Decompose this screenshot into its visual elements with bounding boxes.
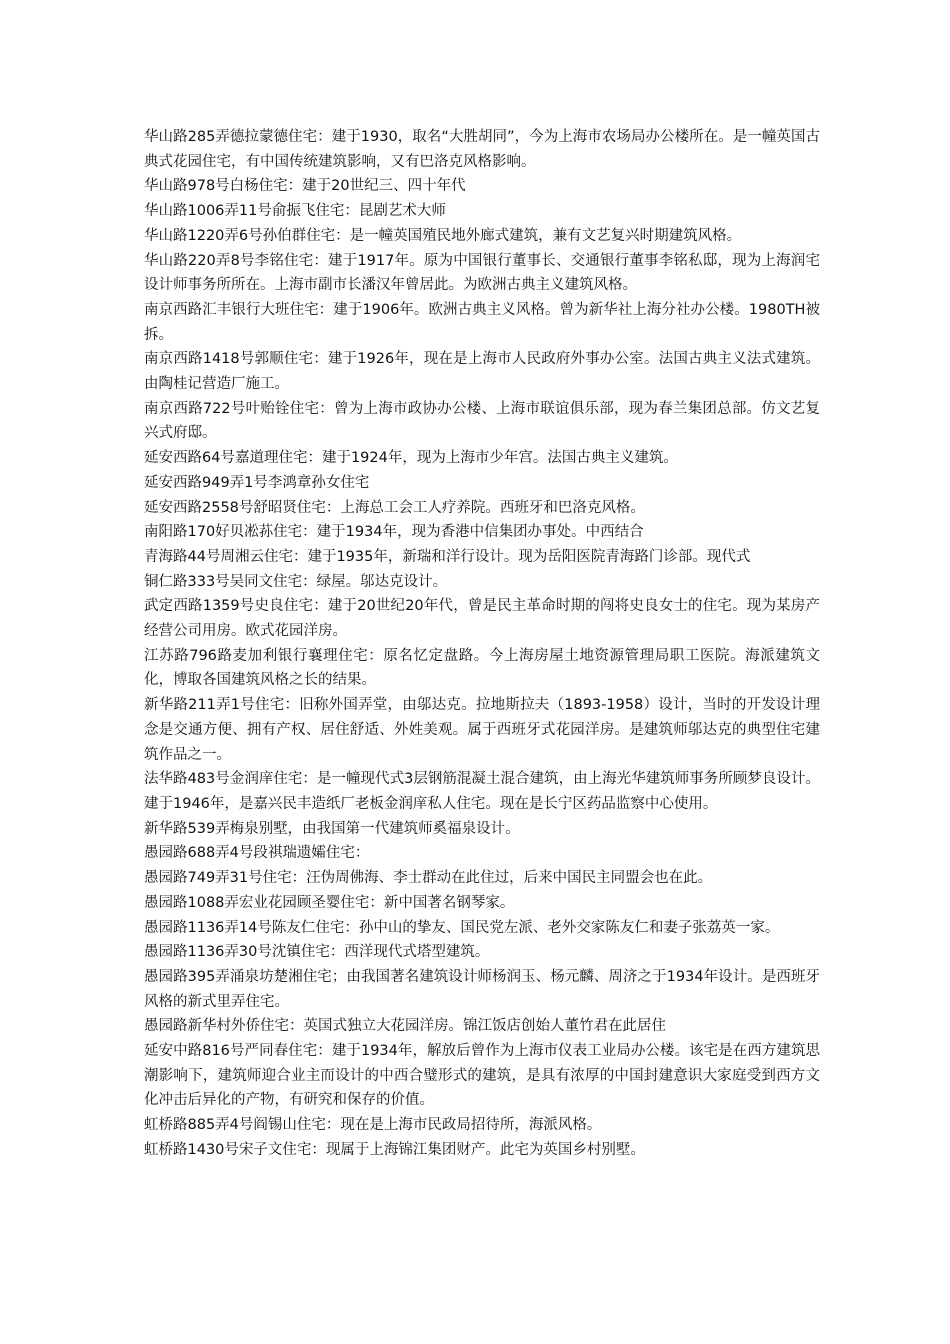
document-page [144, 125, 820, 1163]
paragraph-huashan-285: 华山路285弄德拉蒙德住宅：建于1930，取名“大胜胡同”，今为上海市农场局办公楼所在。是一幢英国古典式花园住宅，有中国传统建筑影响，又有巴洛克风格影响。 [144, 129, 820, 170]
paragraph-yuyuan-749: 愚园路749弄31号住宅：汪伪周佛海、李士群动在此住过，后来中国民主同盟会也在此。 [144, 870, 713, 887]
paragraph-fahua-483: 法华路483号金润庠住宅：是一幢现代式3层钢筋混凝土混合建筑，由上海光华建筑师事务所顾梦良设计。建于1946年，是嘉兴民丰造纸厂老板金润庠私人住宅。现在是长宁区药品监察中心使用。 [144, 771, 820, 812]
paragraph-jiangsu-796: 江苏路796路麦加利银行襄理住宅：原名忆定盘路。今上海房屋土地资源管理局职工医院。海派建筑文化，博取各国建筑风格之长的结果。 [144, 647, 820, 689]
paragraph-yuyuan-1136-30: 愚园路1136弄30号沈镇住宅：西洋现代式塔型建筑。 [144, 944, 490, 961]
paragraph-yuyuan-1088: 愚园路1088弄宏业花园顾圣婴住宅：新中国著名钢琴家。 [144, 894, 515, 911]
paragraph-yuyuan-xinhua-village: 愚园路新华村外侨住宅：英国式独立大花园洋房。锦江饭店创始人董竹君在此居住 [144, 1018, 666, 1035]
paragraph-huashan-1220: 华山路1220弄6号孙伯群住宅：是一幢英国殖民地外廊式建筑，兼有文艺复兴时期建筑风格。 [144, 227, 742, 244]
paragraph-nanjing-1418: 南京西路1418号郭顺住宅：建于1926年，现在是上海市人民政府外事办公室。法国古典主义法式建筑。由陶桂记营造厂施工。 [144, 351, 820, 393]
paragraph-yuyuan-1136-14: 愚园路1136弄14号陈友仁住宅：孙中山的挚友、国民党左派、老外交家陈友仁和妻子张荔英一家。 [144, 919, 780, 936]
paragraph-huashan-978: 华山路978号白杨住宅：建于20世纪三、四十年代 [144, 178, 466, 195]
paragraph-hongqiao-885: 虹桥路885弄4号阎锡山住宅：现在是上海市民政局招待所，海派风格。 [144, 1117, 602, 1134]
paragraph-yanan-949: 延安西路949弄1号李鸿章孙女住宅 [144, 474, 370, 491]
paragraph-tongren-333: 铜仁路333号吴同文住宅：绿屋。邬达克设计。 [144, 573, 448, 590]
paragraph-nanjing-722: 南京西路722号叶贻铨住宅：曾为上海市政协办公楼、上海市联谊俱乐部，现为春兰集团总部。仿文艺复兴式府邸。 [144, 400, 820, 442]
paragraph-huashan-220: 华山路220弄8号李铭住宅：建于1917年。原为中国银行董事长、交通银行董事李铭私邸，现为上海润宅设计师事务所所在。上海市副市长潘汉年曾居此。为欧洲古典主义建筑风格。 [144, 252, 820, 294]
paragraph-yuyuan-395: 愚园路395弄涌泉坊楚湘住宅；由我国著名建筑设计师杨润玉、杨元麟、周济之于1934年设计。是西班牙风格的新式里弄住宅。 [144, 968, 820, 1010]
paragraph-nanjing-hsbc: 南京西路汇丰银行大班住宅：建于1906年。欧洲古典主义风格。曾为新华社上海分社办公楼。1980TH被拆。 [144, 301, 820, 343]
paragraph-yanan-2558: 延安西路2558号舒昭贤住宅：上海总工会工人疗养院。西班牙和巴洛克风格。 [144, 499, 645, 516]
paragraph-wuding-1359: 武定西路1359号史良住宅：建于20世纪20年代，曾是民主革命时期的闯将史良女士的住宅。现为某房产经营公司用房。欧式花园洋房。 [144, 598, 820, 640]
paragraph-yanan-zhong-816: 延安中路816号严同春住宅：建于1934年，解放后曾作为上海市仪表工业局办公楼。该宅是在西方建筑思潮影响下，建筑师迎合业主而设计的中西合璧形式的建筑，是具有浓厚的中国封建意识大家庭受到西方文化冲击后异化的产物，有研究和保存的价值。 [144, 1043, 820, 1109]
paragraph-huashan-1006: 华山路1006弄11号俞振飞住宅：昆剧艺术大师 [144, 203, 446, 220]
paragraph-xinhua-539: 新华路539弄梅泉别墅，由我国第一代建筑师奚福泉设计。 [144, 820, 520, 837]
paragraph-xinhua-211: 新华路211弄1号住宅：旧称外国弄堂，由邬达克。拉地斯拉夫（1893-1958）设计，当时的开发设计理念是交通方便、拥有产权、居住舒适、外姓美观。属于西班牙式花园洋房。是建筑师邬达克的典型住宅建筑作品之一。 [144, 697, 820, 763]
paragraph-yuyuan-688: 愚园路688弄4号段祺瑞遗孀住宅： [144, 845, 370, 862]
paragraph-hongqiao-1430: 虹桥路1430号宋子文住宅：现属于上海锦江集团财产。此宅为英国乡村别墅。 [144, 1141, 645, 1158]
paragraph-qinghai-44: 青海路44号周湘云住宅：建于1935年，新瑞和洋行设计。现为岳阳医院青海路门诊部。现代式 [144, 548, 751, 565]
paragraph-nanyang-170: 南阳路170好贝凇荪住宅：建于1934年，现为香港中信集团办事处。中西结合 [144, 524, 644, 541]
paragraph-yanan-64: 延安西路64号嘉道理住宅：建于1924年，现为上海市少年宫。法国古典主义建筑。 [144, 450, 678, 467]
